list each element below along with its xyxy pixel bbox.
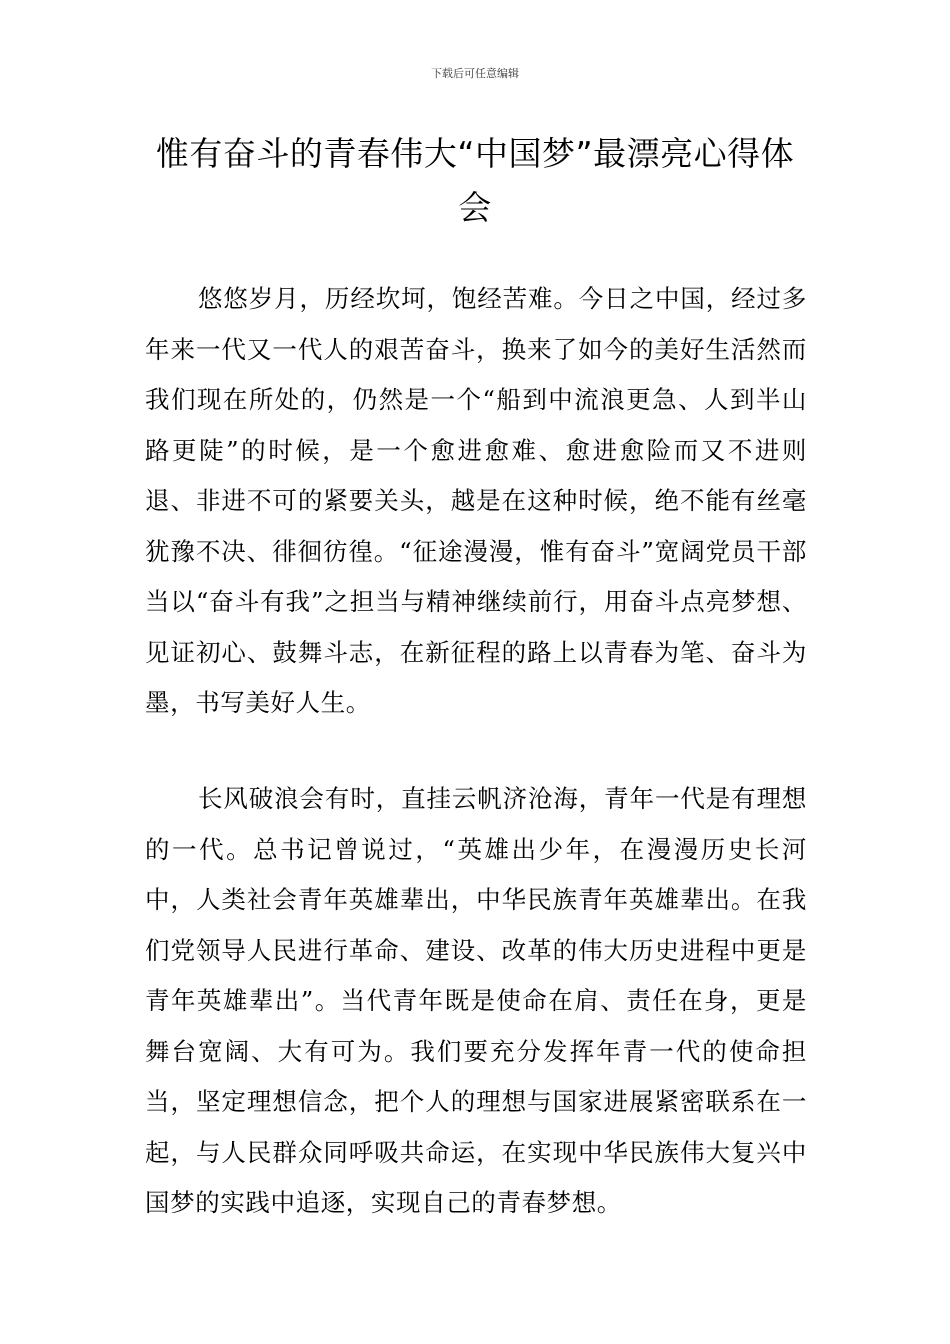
header-note: 下载后可任意编辑: [431, 67, 519, 80]
paragraph-2: 长风破浪会有时，直挂云帆济沧海，青年一代是有理想的一代。总书记曾说过，“英雄出少年，在漫漫历史长河中，人类社会青年英雄辈出，中华民族青年英雄辈出。在我们党领导人民进行革命、建设、改革的伟大历史进程中更是青年英雄辈出”。当代青年既是使命在肩、责任在身，更是舞台宽阔、大有可为。我们要充分发挥年青一代的使命担当，坚定理想信念，把个人的理想与国家进展紧密联系在一起，与人民群众同呼吸共命运，在实现中华民族伟大复兴中国梦的实践中追逐，实现自己的青春梦想。: [145, 784, 807, 1217]
paragraph-1: 悠悠岁月，历经坎坷，饱经苦难。今日之中国，经过多年来一代又一代人的艰苦奋斗，换来了如今的美好生活然而我们现在所处的，仍然是一个“船到中流浪更急、人到半山路更陡”的时候，是一个愈进愈难、愈进愈险而又不进则退、非进不可的紧要关头，越是在这种时候，绝不能有丝毫犹豫不决、徘徊彷徨。“征途漫漫，惟有奋斗”宽阔党员干部当以“奋斗有我”之担当与精神继续前行，用奋斗点亮梦想、见证初心、鼓舞斗志，在新征程的路上以青春为笔、奋斗为墨，书写美好人生。: [145, 284, 807, 717]
document-title: 惟有奋斗的青春伟大“中国梦”最漂亮心得体会: [155, 134, 795, 227]
